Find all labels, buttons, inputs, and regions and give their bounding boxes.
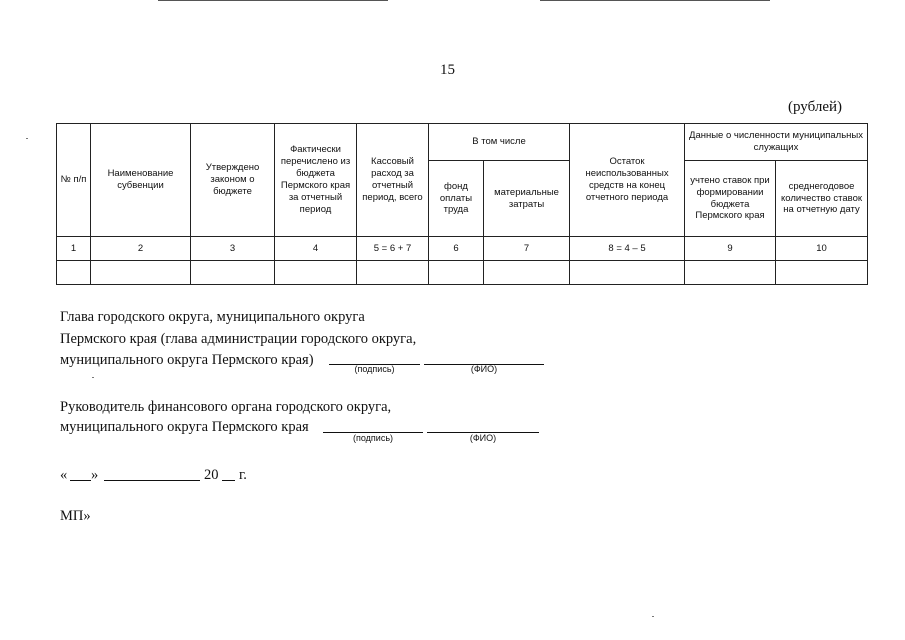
column-number: 10 <box>776 237 868 261</box>
scan-edge-line-left <box>158 0 388 1</box>
empty-cell <box>685 261 776 285</box>
date-close-quote: » <box>91 467 99 483</box>
empty-data-row <box>57 261 868 285</box>
column-number-row <box>57 237 868 261</box>
header-payroll: фонд оплаты труда <box>429 161 484 237</box>
head-title-line-1: Глава городского округа, муниципального округа <box>60 309 365 325</box>
units-label: (рублей) <box>788 99 843 115</box>
empty-cell <box>275 261 357 285</box>
date-year-suffix: г. <box>239 467 247 483</box>
column-number: 4 <box>275 237 357 261</box>
header-balance: Остаток неиспользованных средств на конец отчетного периода <box>570 124 685 237</box>
scan-edge-line-right <box>540 0 770 1</box>
column-number: 5 = 6 + 7 <box>357 237 429 261</box>
head-signature-caption: (подпись) <box>354 364 395 374</box>
empty-cell <box>484 261 570 285</box>
column-number: 9 <box>685 237 776 261</box>
column-number: 8 = 4 – 5 <box>570 237 685 261</box>
date-year-line[interactable] <box>222 479 235 481</box>
empty-cell <box>570 261 685 285</box>
column-number: 6 <box>429 237 484 261</box>
head-fio-caption: (ФИО) <box>470 364 498 374</box>
header-avg-rates: среднегодовое количество ставок на отчетную дату <box>776 161 868 237</box>
date-day-line[interactable] <box>70 479 91 481</box>
seal-mark: МП» <box>60 508 91 524</box>
scan-speck <box>92 377 94 378</box>
date-open-quote: « <box>60 467 68 483</box>
finance-fio-caption: (ФИО) <box>469 433 497 443</box>
header-material-costs: материальные затраты <box>484 161 570 237</box>
header-num: № п/п <box>57 124 91 237</box>
column-number: 1 <box>57 237 91 261</box>
subvention-report-table <box>56 123 868 285</box>
header-cash-expense: Кассовый расход за отчетный период, всего <box>357 124 429 237</box>
empty-cell <box>776 261 868 285</box>
header-including: В том числе <box>429 124 570 161</box>
empty-cell <box>91 261 191 285</box>
empty-cell <box>57 261 91 285</box>
empty-cell <box>357 261 429 285</box>
scan-speck <box>26 138 28 139</box>
column-number: 7 <box>484 237 570 261</box>
empty-cell <box>429 261 484 285</box>
head-title-line-3: муниципального округа Пермского края) <box>60 352 314 368</box>
header-subvention-name: Наименование субвенции <box>91 124 191 237</box>
column-number: 2 <box>91 237 191 261</box>
header-row-1 <box>57 124 868 161</box>
scan-speck <box>652 616 654 617</box>
finance-title-line-2: муниципального округа Пермского края <box>60 419 309 435</box>
empty-cell <box>191 261 275 285</box>
header-rates-budget: учтено ставок при формировании бюджета Пермского края <box>685 161 776 237</box>
date-year-prefix: 20 <box>204 467 219 483</box>
finance-signature-caption: (подпись) <box>352 433 394 443</box>
page-number: 15 <box>440 62 455 78</box>
header-approved: Утверждено законом о бюджете <box>191 124 275 237</box>
head-title-line-2: Пермского края (глава администрации городского округа, <box>60 331 417 347</box>
date-month-line[interactable] <box>104 479 200 481</box>
column-number: 3 <box>191 237 275 261</box>
finance-title-line-1: Руководитель финансового органа городского округа, <box>60 399 392 415</box>
header-staff-data: Данные о численности муниципальных служащих <box>685 124 868 161</box>
header-transferred: Фактически перечислено из бюджета Пермского края за отчетный период <box>275 124 357 237</box>
